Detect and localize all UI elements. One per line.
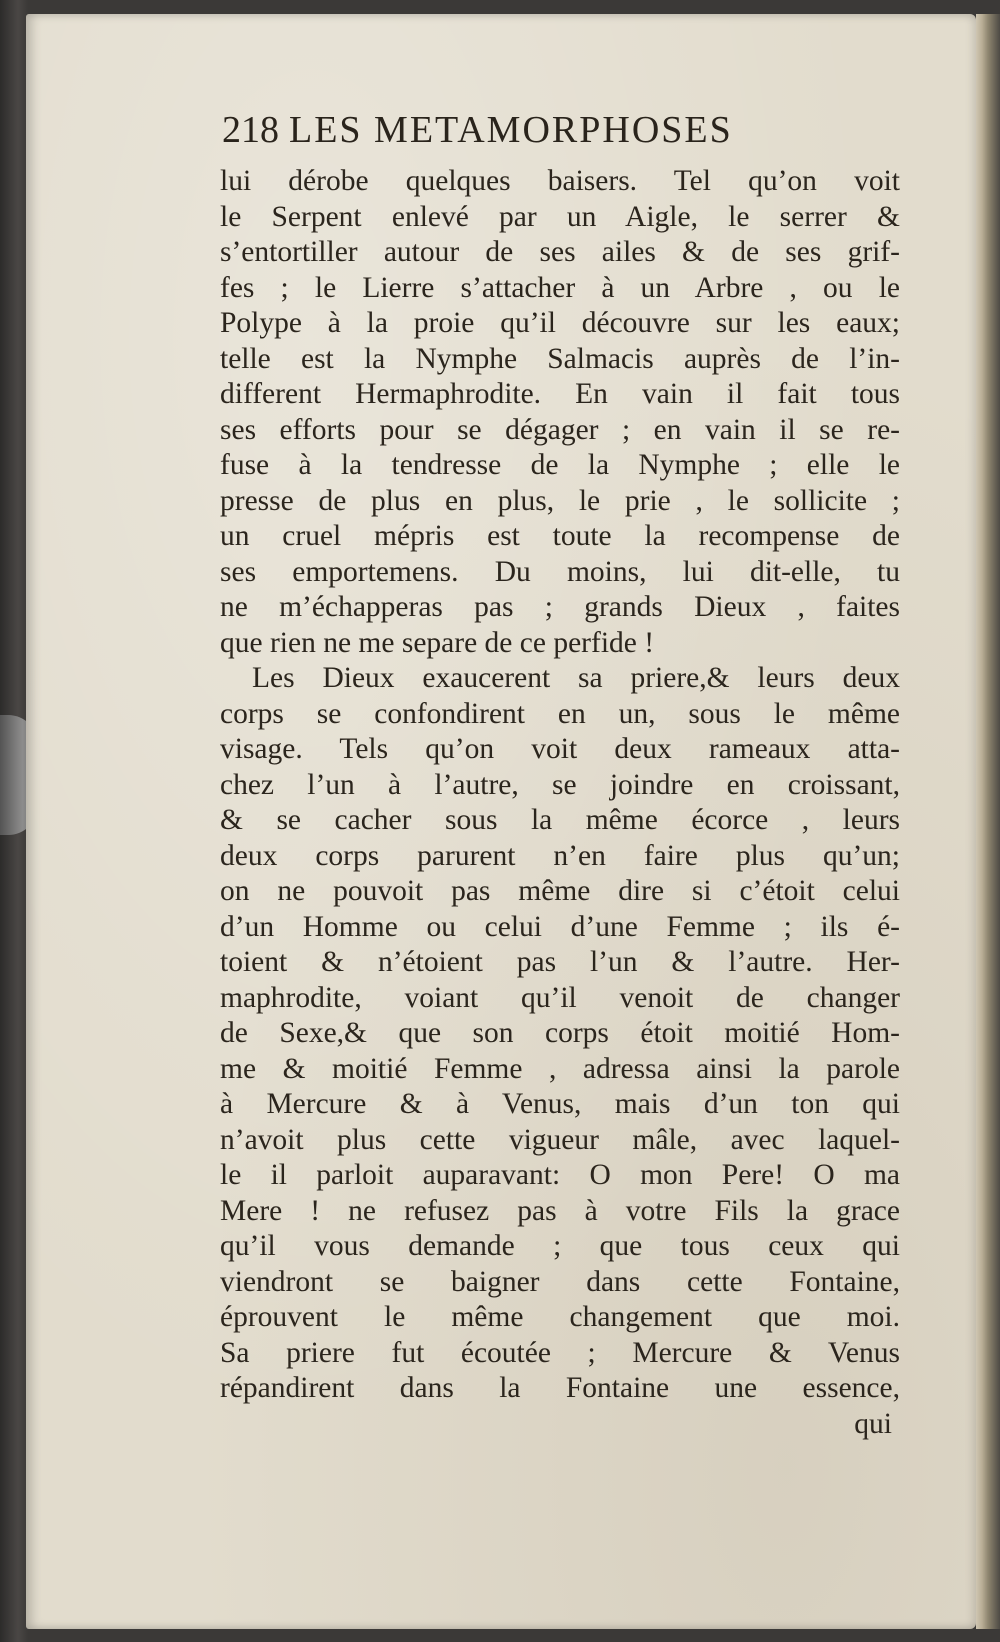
text-line: à Mercure & à Venus, mais d’un ton qui: [220, 1088, 900, 1120]
text-line: telle est la Nymphe Salmacis auprès de l’in-: [220, 342, 900, 375]
text-line: qu’il vous demande ; que tous ceux qui: [220, 1230, 900, 1262]
text-line: s’entortiller autour de ses ailes & de ses grif-: [220, 236, 900, 268]
text-line: de Sexe,& que son corps étoit moitié Hom-: [220, 1017, 900, 1049]
text-line: me & moitié Femme , adressa ainsi la parole: [220, 1052, 900, 1085]
running-header: [222, 108, 842, 158]
text-line: ses efforts pour se dégager ; en vain il se re-: [220, 413, 900, 446]
body-text: [220, 164, 900, 1442]
text-line: répandirent dans la Fontaine une essence,: [220, 1372, 900, 1404]
page-edge: [976, 14, 1000, 1629]
text-line: chez l’un à l’autre, se joindre en croissant,: [220, 768, 900, 801]
text-line: le il parloit auparavant: O mon Pere! O ma: [220, 1159, 900, 1191]
text-line: n’avoit plus cette vigueur mâle, avec laquel-: [220, 1123, 900, 1156]
text-line: fuse à la tendresse de la Nymphe ; elle le: [220, 449, 900, 481]
text-line: lui dérobe quelques baisers. Tel qu’on voit: [220, 165, 900, 197]
text-line: Mere ! ne refusez pas à votre Fils la grace: [220, 1194, 900, 1227]
page-number: 218: [222, 109, 279, 151]
text-line: presse de plus en plus, le prie , le sollicite ;: [220, 484, 900, 517]
text-line: Sa priere fut écoutée ; Mercure & Venus: [220, 1336, 900, 1369]
text-line: ne m’échapperas pas ; grands Dieux , faites: [220, 591, 900, 623]
text-line: visage. Tels qu’on voit deux rameaux atta-: [220, 733, 900, 765]
text-line: on ne pouvoit pas même dire si c’étoit celui: [220, 875, 900, 907]
text-line: éprouvent le même changement que moi.: [220, 1301, 900, 1333]
text-line: toient & n’étoient pas l’un & l’autre. Her-: [220, 946, 900, 978]
text-line: & se cacher sous la même écorce , leurs: [220, 804, 900, 836]
text-line: Polype à la proie qu’il découvre sur les eaux;: [220, 307, 900, 339]
text-line: deux corps parurent n’en faire plus qu’un;: [220, 839, 900, 872]
catchword: qui: [854, 1407, 892, 1440]
text-line: corps se confondirent en un, sous le même: [220, 697, 900, 730]
text-line: d’un Homme ou celui d’une Femme ; ils é-: [220, 910, 900, 943]
paragraph-start-line: Les Dieux exaucerent sa priere,& leurs deux: [252, 662, 900, 694]
text-line: maphrodite, voiant qu’il venoit de changer: [220, 981, 900, 1014]
paragraph-end-line: que rien ne me separe de ce perfide !: [220, 626, 655, 659]
text-line: le Serpent enlevé par un Aigle, le serrer &: [220, 200, 900, 233]
text-line: un cruel mépris est toute la recompense de: [220, 520, 900, 552]
text-line: ses emportemens. Du moins, lui dit-elle, tu: [220, 555, 900, 588]
text-line: different Hermaphrodite. En vain il fait tous: [220, 378, 900, 410]
text-line: viendront se baigner dans cette Fontaine,: [220, 1265, 900, 1298]
running-title: LES METAMORPHOSES: [289, 109, 733, 151]
text-line: fes ; le Lierre s’attacher à un Arbre , ou le: [220, 271, 900, 304]
